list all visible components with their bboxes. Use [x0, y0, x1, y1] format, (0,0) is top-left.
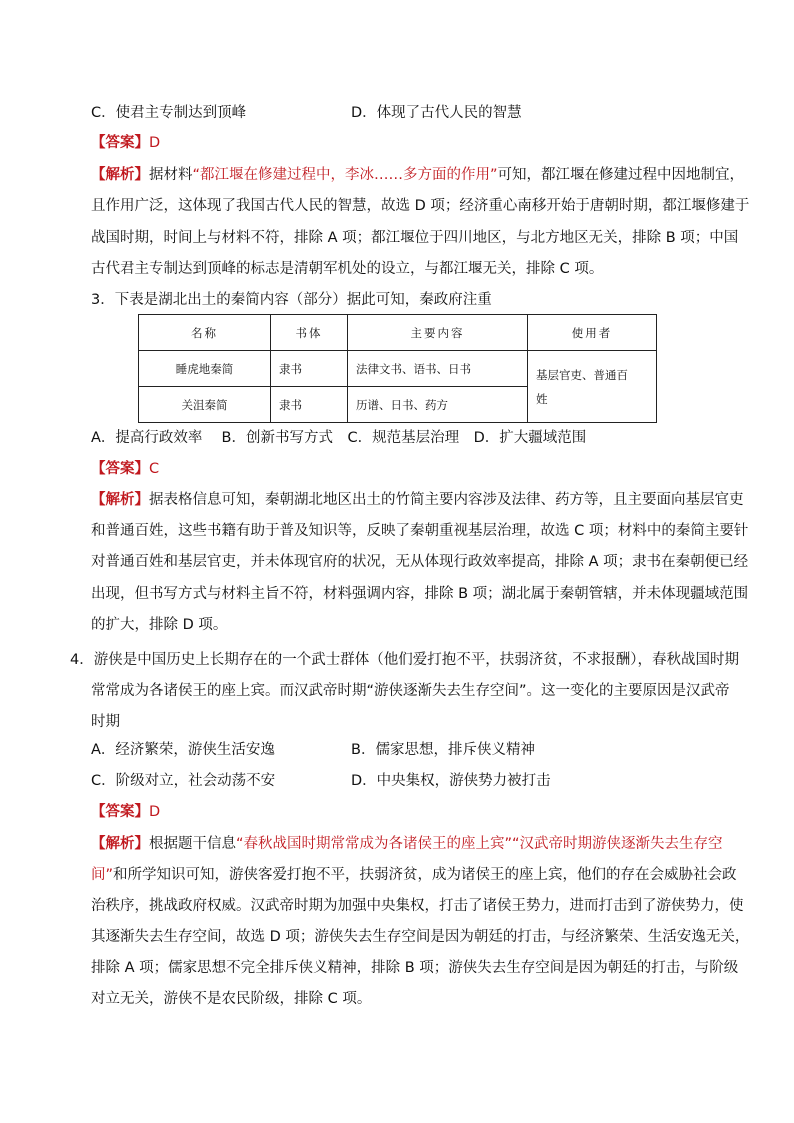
q4-analysis-text: 根据题干信息 [149, 836, 236, 852]
q3-answer-label: 【答案】 [91, 461, 149, 477]
q4-analysis-quote-2: “汉武帝时期游侠逐渐失去生存空 [512, 836, 723, 852]
q4-answer-label: 【答案】 [91, 804, 149, 820]
q4-option-a: A．经济繁荣，游侠生活安逸 [91, 742, 275, 758]
q4-analysis-label: 【解析】 [91, 836, 149, 852]
q4-stem-line-3: 时期 [91, 714, 120, 730]
q4-stem-line-1: 4．游侠是中国历史上长期存在的一个武士群体（他们爱打抱不平，扶弱济贫，不求报酬），春秋战国时期 [70, 652, 739, 668]
table-cell: 关沮秦简 [139, 387, 271, 423]
q4-analysis-text: 和所学知识可知，游侠客爱打抱不平，扶弱济贫，成为诸侯王的座上宾，他们的存在会威胁社会政 [113, 867, 737, 883]
q4-stem-line-2: 常常成为各诸侯王的座上宾。而汉武帝时期“游侠逐渐失去生存空间”。这一变化的主要原因是汉武帝 [91, 683, 730, 699]
q3-analysis-line-5: 的扩大，排除 D 项。 [91, 617, 228, 633]
q2-answer-label: 【答案】 [91, 135, 149, 151]
table-cell-users [528, 351, 657, 423]
q2-analysis-label: 【解析】 [91, 167, 149, 183]
q4-analysis-line-5: 排除 A 项；儒家思想不完全排斥侠义精神，排除 B 项；游侠失去生存空间是因为朝廷的打击，与阶级 [91, 960, 739, 976]
q3-analysis-line-3: 对普通百姓和基层官吏，并未体现官府的状况，无从体现行政效率提高，排除 A 项；隶书在秦朝便已经 [91, 554, 749, 570]
q2-option-c: C．使君主专制达到顶峰 [91, 105, 247, 121]
table-cell: 睡虎地秦简 [139, 351, 271, 387]
table-header: 名称 [139, 315, 271, 351]
users-line-2: 姓 [536, 391, 548, 406]
q2-answer-value: D [149, 135, 161, 151]
q3-answer [91, 459, 159, 479]
q2-answer [91, 133, 160, 153]
table-cell: 历谱、日书、药方 [348, 387, 528, 423]
table-cell: 隶书 [271, 351, 348, 387]
table-header: 书体 [271, 315, 348, 351]
q2-analysis-line-4: 古代君主专制达到顶峰的标志是清朝军机处的设立，与都江堰无关，排除 C 项。 [91, 261, 604, 277]
q4-option-b: B．儒家思想，排斥侠义精神 [351, 742, 535, 758]
q3-analysis-line-4: 出现，但书写方式与材料主旨不符，材料强调内容，排除 B 项；湖北属于秦朝管辖，并未体现疆域范围 [91, 586, 749, 602]
q2-analysis-text: 可知，都江堰在修建过程中因地制宜， [497, 167, 745, 183]
q4-analysis-line-1 [91, 834, 723, 854]
q2-analysis-line-1 [91, 165, 744, 185]
table-header: 主要内容 [348, 315, 528, 351]
q3-analysis-text: 据表格信息可知，秦朝湖北地区出土的竹简主要内容涉及法律、药方等，且主要面向基层官吏 [149, 492, 744, 508]
q4-option-d: D．中央集权，游侠势力被打击 [351, 773, 551, 789]
q4-answer-value: D [149, 804, 161, 820]
q2-analysis-line-3: 战国时期，时间上与材料不符，排除 A 项；都江堰位于四川地区，与北方地区无关，排除 B 项；中国 [91, 230, 739, 246]
q4-analysis-line-4: 其逐渐失去生存空间，故选 D 项；游侠失去生存空间是因为朝廷的打击，与经济繁荣、生活安逸无关， [91, 929, 750, 945]
q3-answer-value: C [149, 461, 160, 477]
q4-analysis-quote-2-end: 间” [91, 867, 114, 883]
q2-analysis-quote: “都江堰在修建过程中，李冰……多方面的作用” [192, 167, 498, 183]
q3-analysis-line-2: 和普通百姓，这些书籍有助于普及知识等，反映了秦朝重视基层治理，故选 C 项；材料中的秦简主要针 [91, 523, 749, 539]
table-row [139, 351, 657, 387]
q2-analysis-text: 据材料 [149, 167, 193, 183]
q2-analysis-line-2: 且作用广泛，这体现了我国古代人民的智慧，故选 D 项；经济重心南移开始于唐朝时期，都江堰修建于 [91, 198, 750, 214]
table-cell: 隶书 [271, 387, 348, 423]
q4-analysis-line-2 [91, 865, 737, 885]
table-header: 使用者 [528, 315, 657, 351]
q4-option-c: C．阶级对立，社会动荡不安 [91, 773, 276, 789]
q4-answer [91, 802, 160, 822]
q4-analysis-line-3: 治秩序，挑战政府权威。汉武帝时期为加强中央集权，打击了诸侯王势力，进而打击到了游侠势力，使 [91, 898, 744, 914]
q3-table [138, 314, 657, 423]
q3-analysis-line-1 [91, 490, 744, 510]
table-cell: 法律文书、语书、日书 [348, 351, 528, 387]
q4-analysis-quote-1: “春秋战国时期常常成为各诸侯王的座上宾” [236, 836, 513, 852]
q3-analysis-label: 【解析】 [91, 492, 149, 508]
q3-options: A．提高行政效率 B．创新书写方式 C．规范基层治理 D．扩大疆域范围 [91, 430, 587, 446]
q4-analysis-line-6: 对立无关，游侠不是农民阶级，排除 C 项。 [91, 991, 372, 1007]
q3-stem: 3．下表是湖北出土的秦简内容（部分）据此可知，秦政府注重 [91, 292, 492, 308]
table-header-row [139, 315, 657, 351]
q2-option-d: D．体现了古代人民的智慧 [351, 105, 522, 121]
users-line-1: 基层官吏、普通百 [536, 367, 628, 382]
